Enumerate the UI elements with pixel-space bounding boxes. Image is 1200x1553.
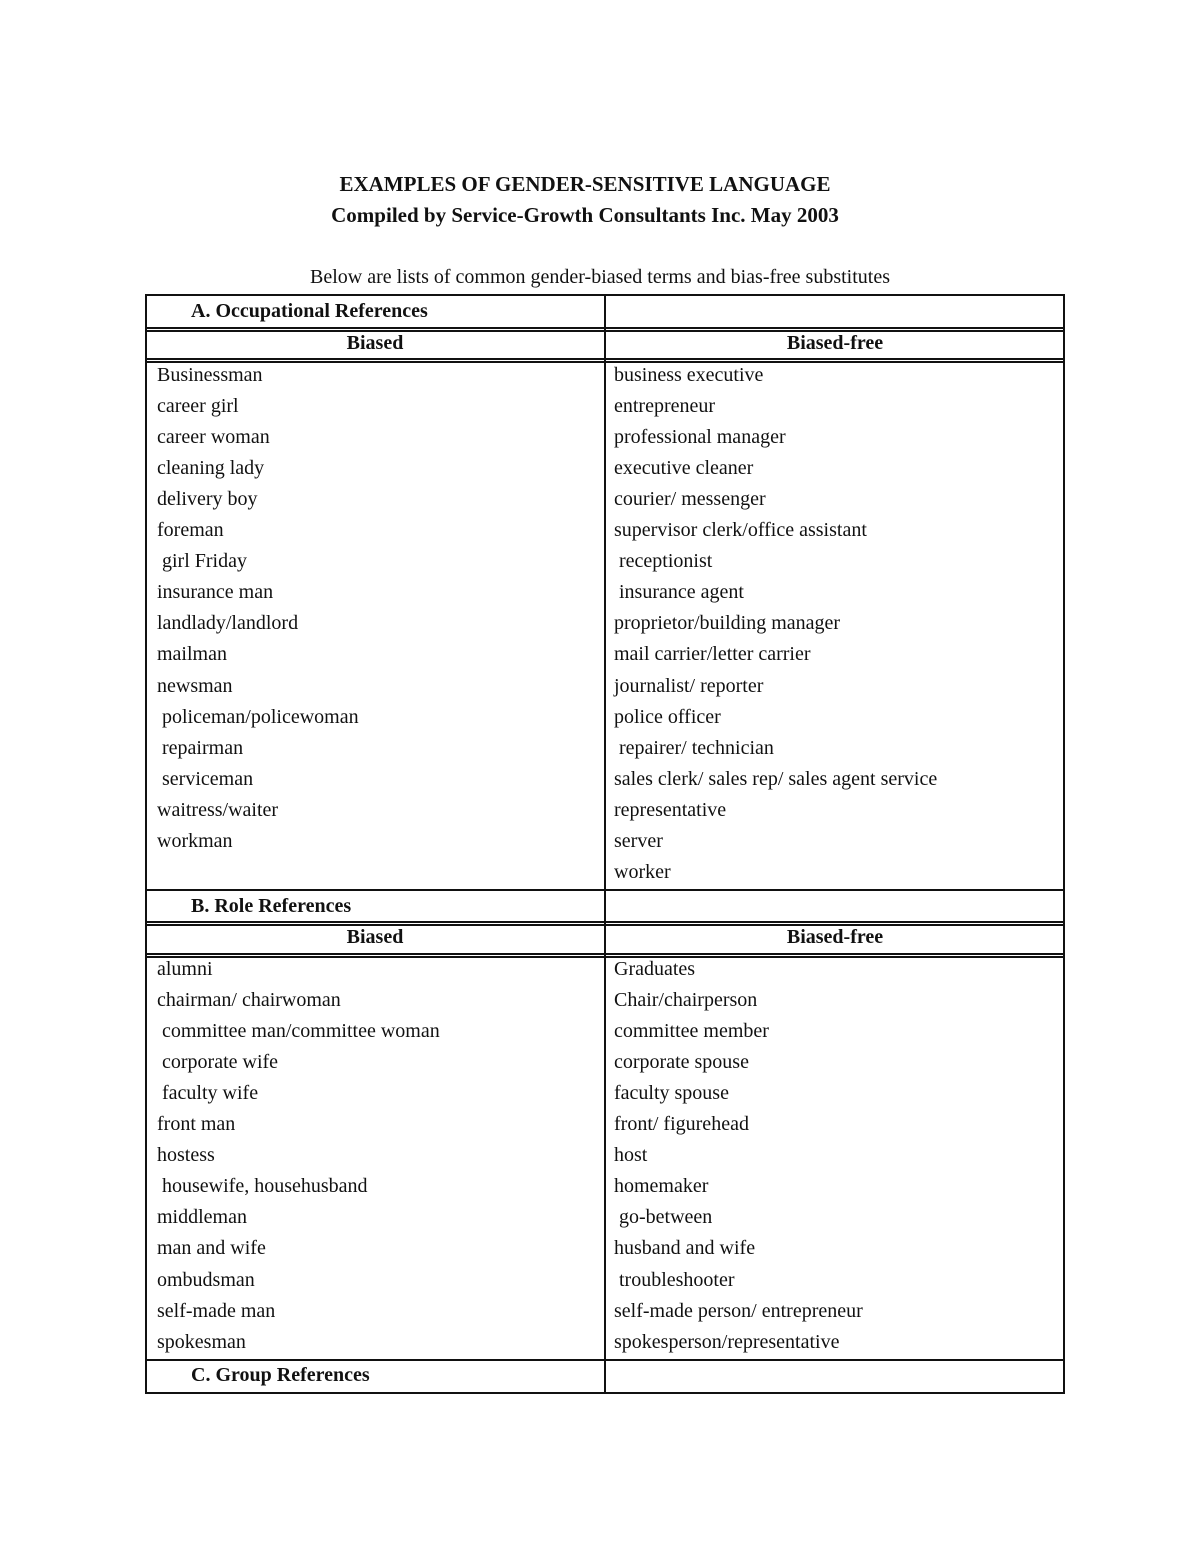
- biased-term: man and wife: [157, 1237, 266, 1260]
- table-rule: [1063, 294, 1065, 1394]
- intro-text: Below are lists of common gender-biased terms and bias-free substitutes: [310, 266, 890, 288]
- biased-term: insurance man: [157, 581, 274, 604]
- bias-free-term: faculty spouse: [614, 1082, 729, 1105]
- biased-term: cleaning lady: [157, 457, 265, 480]
- table-rule: [145, 294, 147, 1394]
- bias-free-term: husband and wife: [614, 1237, 756, 1260]
- biased-term: chairman/ chairwoman: [157, 989, 341, 1012]
- biased-term: waitress/waiter: [157, 798, 279, 821]
- biased-term: repairman: [157, 736, 244, 759]
- bias-free-term: corporate spouse: [614, 1051, 749, 1074]
- bias-free-term: Graduates: [614, 958, 696, 980]
- section-heading: A. Occupational References: [191, 300, 428, 322]
- biased-term: policeman/policewoman: [157, 705, 359, 728]
- biased-term: workman: [157, 829, 233, 852]
- bias-free-term: troubleshooter: [614, 1268, 735, 1291]
- bias-free-term: supervisor clerk/office assistant: [614, 519, 867, 542]
- biased-term: middleman: [157, 1206, 247, 1229]
- page-title: EXAMPLES OF GENDER-SENSITIVE LANGUAGE: [339, 172, 831, 196]
- biased-term: front man: [157, 1113, 236, 1136]
- biased-term: alumni: [157, 958, 213, 980]
- column-header-bias-free: Biased-free: [786, 332, 884, 354]
- bias-free-term: journalist/ reporter: [614, 674, 764, 697]
- biased-term: faculty wife: [157, 1082, 259, 1105]
- bias-free-term: host: [614, 1144, 648, 1167]
- biased-term: ombudsman: [157, 1268, 255, 1291]
- biased-term: delivery boy: [157, 488, 258, 511]
- section-heading: B. Role References: [191, 895, 352, 917]
- column-header-biased: Biased: [346, 332, 404, 354]
- biased-term: landlady/landlord: [157, 612, 299, 635]
- bias-free-term: server: [614, 829, 663, 852]
- biased-term: mailman: [157, 643, 227, 666]
- bias-free-term: go-between: [614, 1206, 713, 1229]
- terms-table: [145, 294, 1065, 1394]
- bias-free-term: executive cleaner: [614, 457, 754, 480]
- bias-free-term: worker: [614, 860, 671, 883]
- biased-term: spokesman: [157, 1330, 246, 1353]
- bias-free-term: proprietor/building manager: [614, 612, 841, 635]
- biased-term: Businessman: [157, 364, 263, 386]
- bias-free-term: homemaker: [614, 1175, 709, 1198]
- table-rule: [604, 294, 606, 1394]
- biased-term: career girl: [157, 395, 239, 418]
- bias-free-term: entrepreneur: [614, 395, 716, 418]
- bias-free-term: insurance agent: [614, 581, 744, 604]
- bias-free-term: business executive: [614, 364, 764, 386]
- bias-free-term: repairer/ technician: [614, 736, 774, 759]
- biased-term: newsman: [157, 674, 233, 697]
- biased-term: hostess: [157, 1144, 215, 1167]
- bias-free-term: Chair/chairperson: [614, 989, 758, 1012]
- column-header-bias-free: Biased-free: [786, 926, 884, 948]
- bias-free-term: courier/ messenger: [614, 488, 766, 511]
- biased-term: housewife, househusband: [157, 1175, 368, 1198]
- biased-term: serviceman: [157, 767, 254, 790]
- biased-term: corporate wife: [157, 1051, 279, 1074]
- biased-term: career woman: [157, 426, 270, 449]
- bias-free-term: committee member: [614, 1020, 769, 1043]
- bias-free-term: self-made person/ entrepreneur: [614, 1299, 863, 1322]
- bias-free-term: representative: [614, 798, 727, 821]
- bias-free-term: front/ figurehead: [614, 1113, 749, 1136]
- biased-term: girl Friday: [157, 550, 247, 573]
- bias-free-term: mail carrier/letter carrier: [614, 643, 811, 666]
- bias-free-term: professional manager: [614, 426, 786, 449]
- bias-free-term: police officer: [614, 705, 721, 728]
- biased-term: foreman: [157, 519, 224, 542]
- biased-term: committee man/committee woman: [157, 1020, 440, 1043]
- column-header-biased: Biased: [346, 926, 404, 948]
- bias-free-term: sales clerk/ sales rep/ sales agent service: [614, 767, 938, 790]
- bias-free-term: spokesperson/representative: [614, 1330, 840, 1353]
- biased-term: self-made man: [157, 1299, 276, 1322]
- section-heading: C. Group References: [191, 1364, 370, 1386]
- bias-free-term: receptionist: [614, 550, 713, 573]
- page-subtitle: Compiled by Service-Growth Consultants Inc. May 2003: [331, 203, 839, 227]
